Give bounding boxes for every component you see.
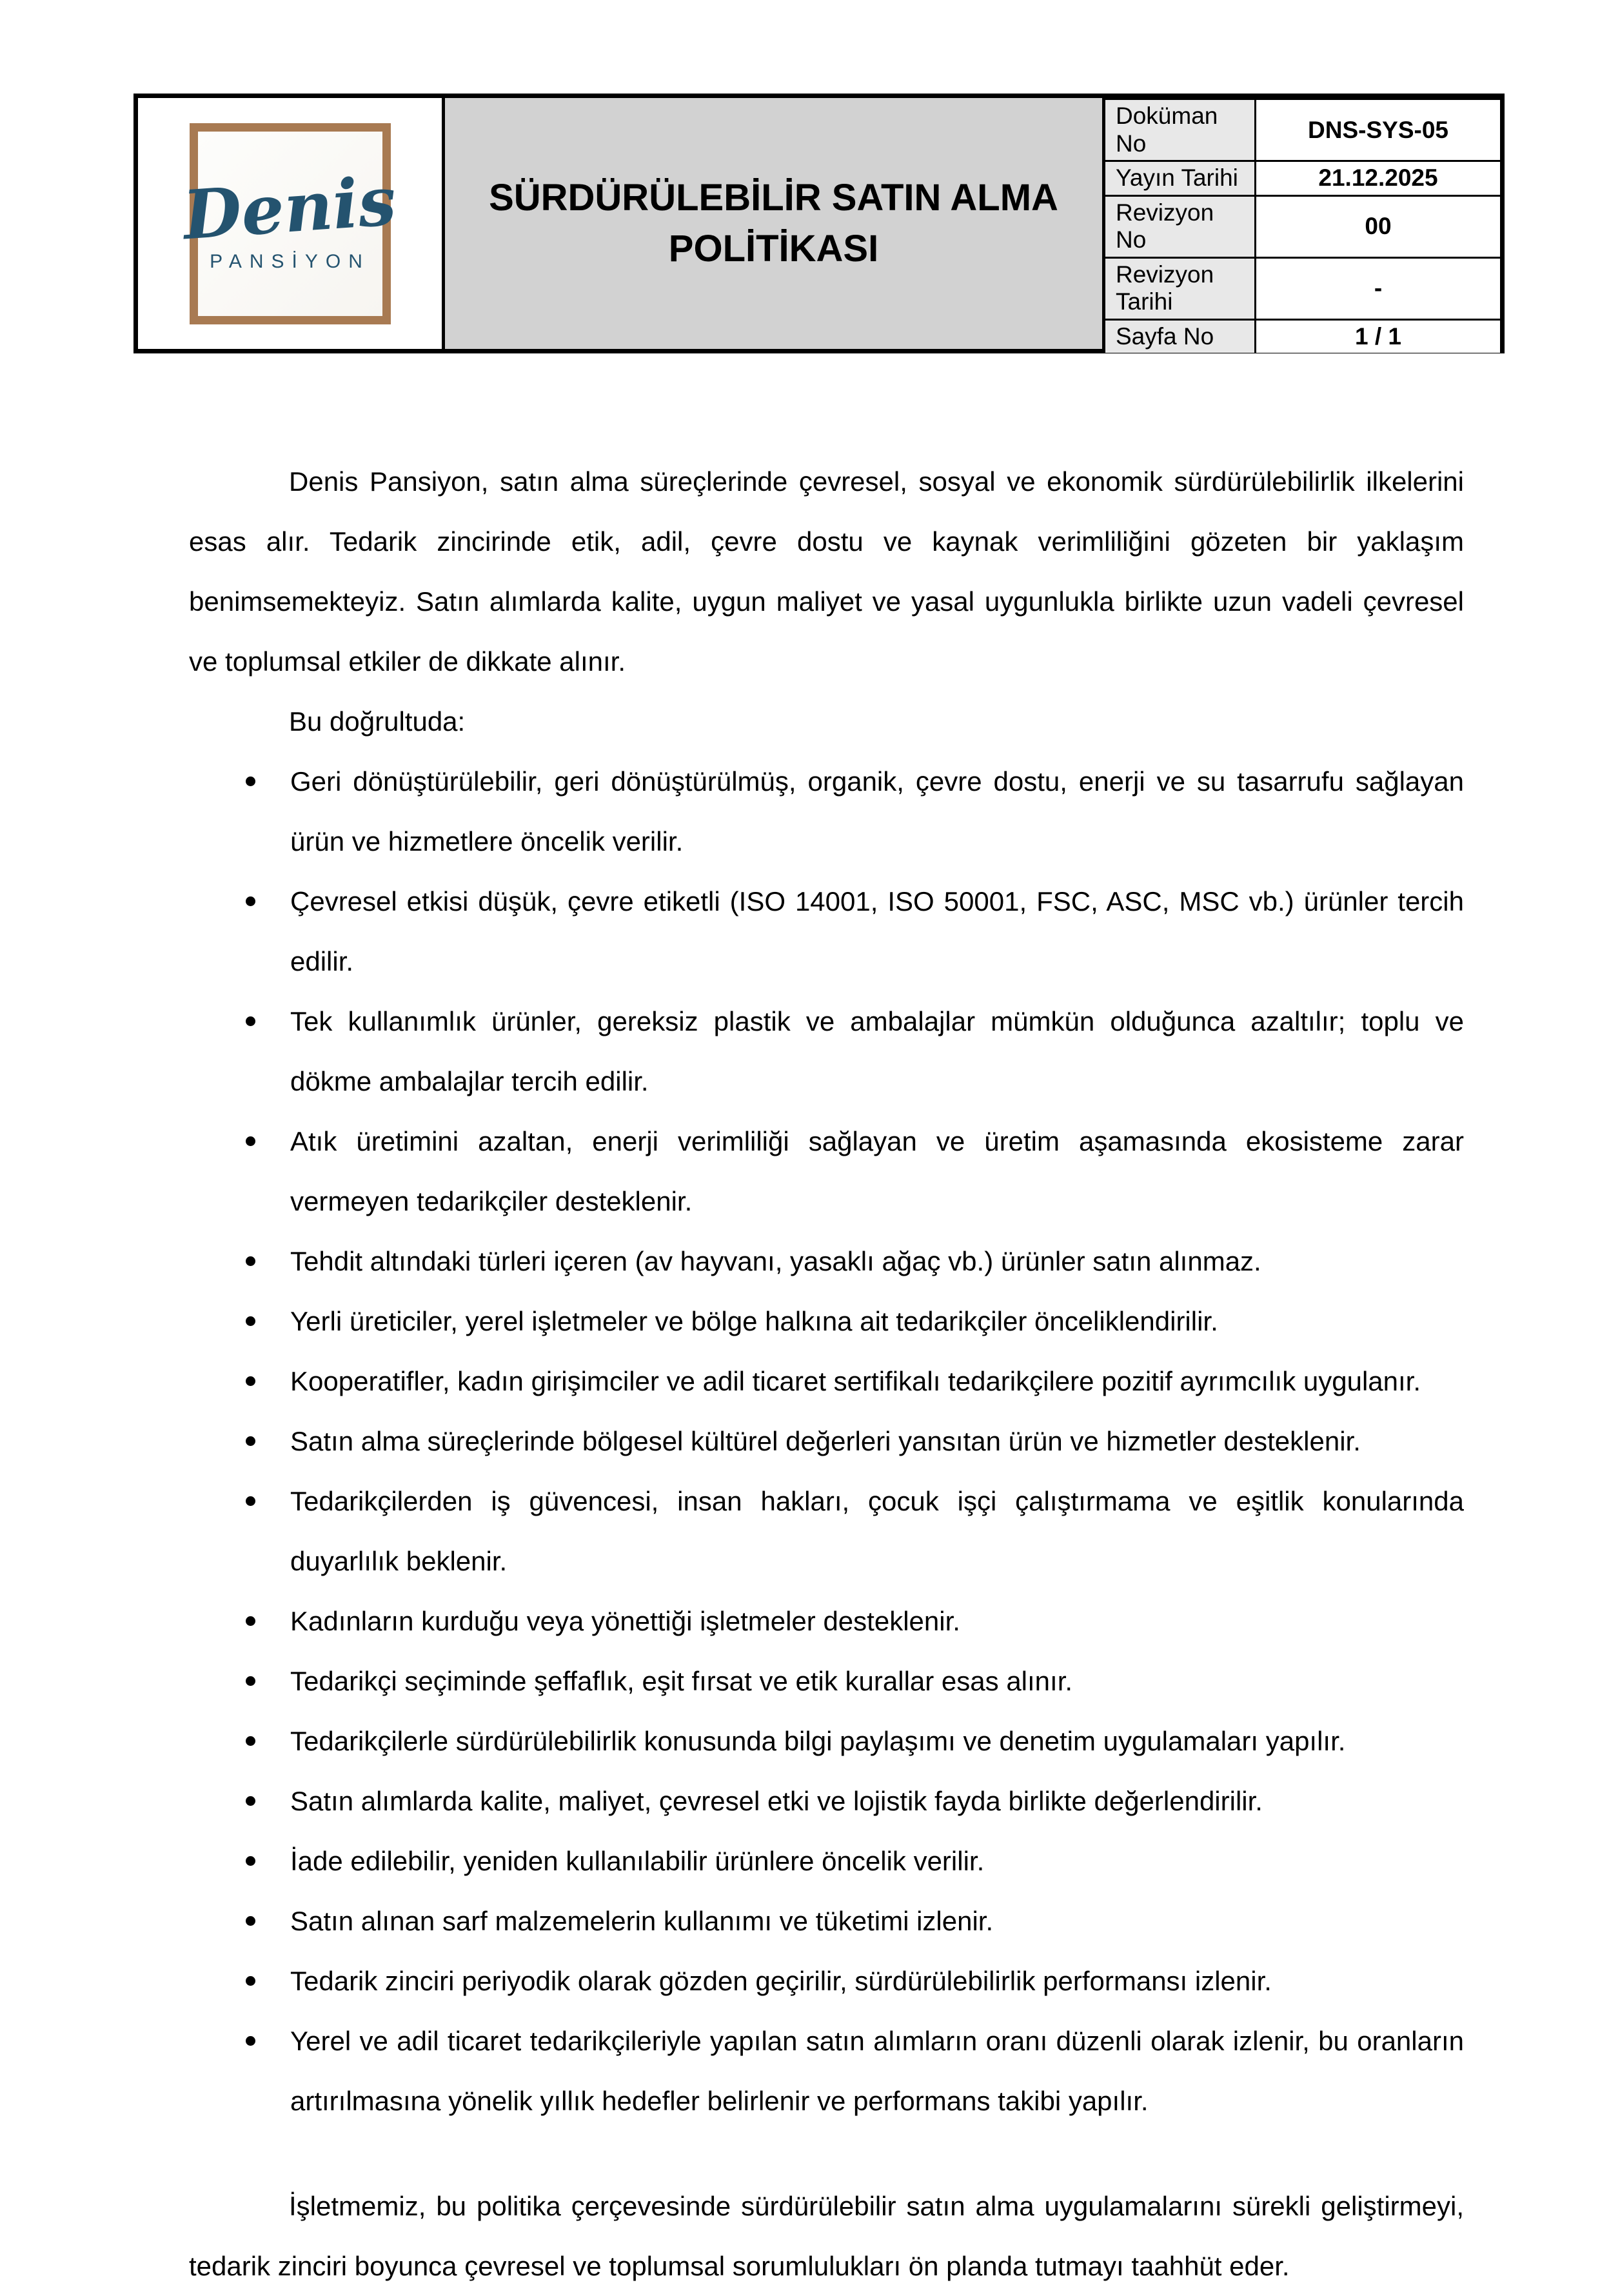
bullet-item [189,1831,1464,1891]
meta-row [1105,195,1500,257]
meta-value: - [1256,259,1500,319]
bullet-item [189,1591,1464,1651]
bullet-dot-icon [246,777,255,786]
meta-value: 1 / 1 [1256,321,1500,353]
bullet-text: Geri dönüştürülebilir, geri dönüştürülmüş, organik, çevre dostu, enerji ve su tasarrufu sağlayan ürün ve hizmetlere öncelik verilir. [290,766,1464,856]
bullet-item [189,1111,1464,1231]
bullet-dot-icon [246,1256,255,1266]
bullet-text: Satın alımlarda kalite, maliyet, çevresel etki ve lojistik fayda birlikte değerlendirilir. [290,1786,1263,1816]
meta-row [1105,160,1500,195]
document-title: SÜRDÜRÜLEBİLİR SATIN ALMA POLİTİKASI [489,177,1058,270]
bullet-item [189,2011,1464,2131]
bullet-dot-icon [246,1436,255,1446]
closing-paragraph: İşletmemiz, bu politika çerçevesinde sürdürülebilir satın alma uygulamalarını sürekli geliştirmeyi, tedarik zinciri boyunca çevresel ve toplumsal sorumlulukları ön planda tutmayı taahhüt eder. [189,2191,1464,2281]
title-cell [445,98,1105,349]
bullet-item [189,991,1464,1111]
bullet-item [189,871,1464,991]
bullet-text: Tedarik zinciri periyodik olarak gözden geçirilir, sürdürülebilirlik performansı izlenir. [290,1966,1272,1996]
bullet-item [189,1651,1464,1711]
meta-label: Revizyon Tarihi [1105,259,1256,319]
bullet-text: İade edilebilir, yeniden kullanılabilir ürünlere öncelik verilir. [290,1846,985,1876]
bullet-text: Tedarikçi seçiminde şeffaflık, eşit fırsat ve etik kurallar esas alınır. [290,1666,1073,1696]
bullet-text: Tedarikçilerle sürdürülebilirlik konusunda bilgi paylaşımı ve denetim uygulamaları yapılır. [290,1726,1346,1756]
meta-label: Sayfa No [1105,321,1256,353]
bullet-dot-icon [246,1016,255,1026]
bullet-item [189,751,1464,871]
bullet-text: Tek kullanımlık ürünler, gereksiz plastik ve ambalajlar mümkün olduğunca azaltılır; toplu ve dökme ambalajlar tercih edilir. [290,1006,1464,1096]
bullet-dot-icon [246,1976,255,1986]
bullet-dot-icon [246,1496,255,1506]
meta-value: 00 [1256,197,1500,257]
meta-value: 21.12.2025 [1256,162,1500,195]
bullet-text: Yerli üreticiler, yerel işletmeler ve bölge halkına ait tedarikçiler önceliklendirilir. [290,1306,1218,1336]
bullet-item [189,1951,1464,2011]
bullet-item [189,1711,1464,1771]
bullet-item [189,1891,1464,1951]
bullet-dot-icon [246,1856,255,1866]
bullet-text: Atık üretimini azaltan, enerji verimliliği sağlayan ve üretim aşamasında ekosisteme zarar vermeyen tedarikçiler desteklenir. [290,1126,1464,1216]
bullet-text: Satın alma süreçlerinde bölgesel kültürel değerleri yansıtan ürün ve hizmetler desteklenir. [290,1426,1361,1456]
bullet-dot-icon [246,1376,255,1386]
bullet-dot-icon [246,1736,255,1746]
bullet-dot-icon [246,1316,255,1326]
bullet-text: Çevresel etkisi düşük, çevre etiketli (ISO 14001, ISO 50001, FSC, ASC, MSC vb.) ürünler tercih edilir. [290,886,1464,976]
meta-label: Revizyon No [1105,197,1256,257]
intro-paragraph: Denis Pansiyon, satın alma süreçlerinde çevresel, sosyal ve ekonomik sürdürülebilirlik ilkelerini esas alır. Tedarik zincirinde etik, adil, çevre dostu ve kaynak verimliliğini gözeten bir yaklaşım benimsemekteyiz. Satın alımlarda kalite, uygun maliyet ve yasal uygunlukla birlikte uzun vadeli çevresel ve toplumsal etkiler de dikkate alınır. [189,466,1464,677]
bullet-item [189,1771,1464,1831]
bullet-dot-icon [246,1676,255,1686]
bullet-item [189,1411,1464,1471]
lead-in-line: Bu doğrultuda: [289,706,466,737]
logo-brand-text: Denis [181,161,399,255]
meta-table [1105,98,1500,349]
meta-label: Yayın Tarihi [1105,162,1256,195]
bullet-text: Tehdit altındaki türleri içeren (av hayvanı, yasaklı ağaç vb.) ürünler satın alınmaz. [290,1246,1261,1276]
bullet-item [189,1351,1464,1411]
meta-row [1105,257,1500,319]
brand-logo [173,107,407,341]
bullet-dot-icon [246,896,255,906]
logo-subtitle: PANSİYON [210,250,370,272]
logo-frame [181,123,399,324]
bullet-text: Kooperatifler, kadın girişimciler ve adil ticaret sertifikalı tedarikçilere pozitif ayrımcılık uygulanır. [290,1366,1421,1396]
bullet-text: Tedarikçilerden iş güvencesi, insan hakları, çocuk işçi çalıştırmama ve eşitlik konularında duyarlılık beklenir. [290,1486,1464,1576]
meta-value: DNS-SYS-05 [1256,100,1500,160]
bullet-dot-icon [246,1916,255,1926]
bullet-dot-icon [246,1796,255,1806]
bullet-item [189,1471,1464,1591]
bullet-dot-icon [246,1616,255,1626]
meta-label: Doküman No [1105,100,1256,160]
header-table [133,94,1505,353]
bullet-text: Kadınların kurduğu veya yönettiği işletmeler desteklenir. [290,1606,960,1636]
logo-cell [138,98,445,349]
bullet-item [189,1291,1464,1351]
bullet-item [189,1231,1464,1291]
meta-row [1105,319,1500,353]
bullet-dot-icon [246,1136,255,1146]
policy-bullet-list [189,751,1464,2131]
document-body [189,451,1464,2296]
bullet-text: Yerel ve adil ticaret tedarikçileriyle yapılan satın alımların oranı düzenli olarak izlenir, bu oranların artırılmasına yönelik yıllık hedefler belirlenir ve performans takibi yapılır. [290,2026,1464,2116]
meta-row [1105,98,1500,160]
bullet-dot-icon [246,2036,255,2046]
bullet-text: Satın alınan sarf malzemelerin kullanımı ve tüketimi izlenir. [290,1906,994,1936]
